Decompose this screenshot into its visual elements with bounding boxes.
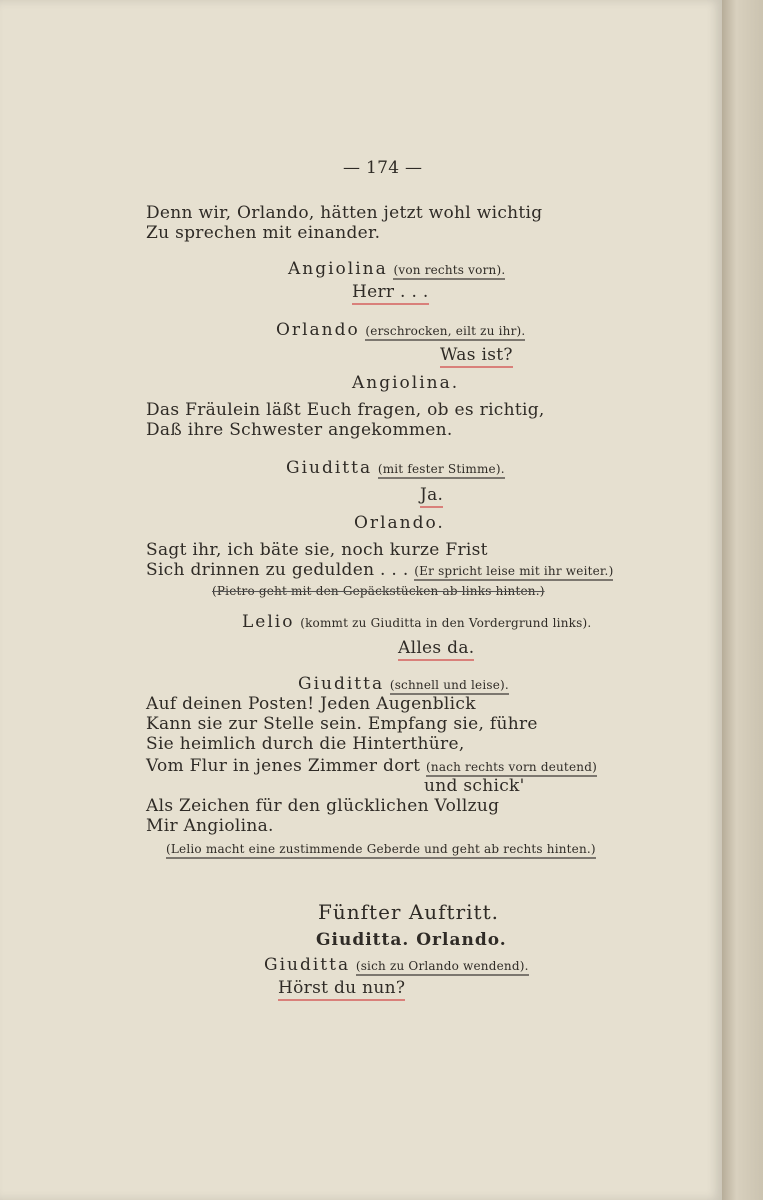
speaker-name: Giuditta xyxy=(264,955,351,975)
stage-direction: (schnell und leise). xyxy=(390,678,509,695)
speaker-line xyxy=(242,612,591,633)
speaker-name: Orlando. xyxy=(354,513,445,533)
verse-line: und schick' xyxy=(424,776,525,796)
verse-line: Mir Angiolina. xyxy=(146,816,274,836)
verse-line xyxy=(146,560,613,581)
stage-direction: (von rechts vorn). xyxy=(393,263,505,280)
verse-line xyxy=(352,282,429,302)
verse-line: Auf deinen Posten! Jeden Augenblick xyxy=(146,694,476,714)
page-number: — 174 — xyxy=(343,158,423,178)
speaker-name: Giuditta xyxy=(286,458,373,478)
scene-title: Fünfter Auftritt. xyxy=(318,900,499,924)
verse-line xyxy=(398,638,474,658)
scene-persons: Giuditta. Orlando. xyxy=(316,930,507,950)
speaker-name: Orlando xyxy=(276,320,360,340)
stage-direction xyxy=(166,839,596,859)
speaker-line xyxy=(298,674,509,695)
verse-line: Sie heimlich durch die Hinterthüre, xyxy=(146,734,465,754)
stage-direction: (Er spricht leise mit ihr weiter.) xyxy=(414,564,613,581)
stage-direction-text: (Lelio macht eine zustimmende Geberde und geht ab rechts hinten.) xyxy=(166,842,596,859)
speaker-name: Angiolina. xyxy=(352,373,460,393)
verse-line: Daß ihre Schwester angekommen. xyxy=(146,420,453,440)
stage-direction: (mit fester Stimme). xyxy=(378,462,505,479)
highlighted-text: Was ist? xyxy=(440,345,513,368)
verse-line xyxy=(420,485,443,505)
verse-text: Sich drinnen zu gedulden . . . xyxy=(146,560,409,580)
struck-stage-direction: (Pietro geht mit den Gepäckstücken ab links hinten.) xyxy=(212,584,545,598)
verse-line: Als Zeichen für den glücklichen Vollzug xyxy=(146,796,500,816)
highlighted-text: Ja. xyxy=(420,485,443,508)
highlighted-text: Herr . . . xyxy=(352,282,429,305)
stage-direction: (erschrocken, eilt zu ihr). xyxy=(365,324,525,341)
verse-text: Vom Flur in jenes Zimmer dort xyxy=(146,756,421,776)
verse-line xyxy=(440,345,513,365)
speaker-line xyxy=(276,320,525,341)
stage-direction xyxy=(212,581,545,601)
verse-line xyxy=(146,756,597,777)
verse-line: Zu sprechen mit einander. xyxy=(146,223,381,243)
verse-line: Kann sie zur Stelle sein. Empfang sie, führe xyxy=(146,714,538,734)
speaker-name: Giuditta xyxy=(298,674,385,694)
verse-line xyxy=(278,978,405,998)
stage-direction: (nach rechts vorn deutend) xyxy=(426,760,597,777)
speaker-line xyxy=(288,259,505,280)
speaker-name: Lelio xyxy=(242,612,295,632)
stage-direction: (sich zu Orlando wendend). xyxy=(356,959,529,976)
highlighted-text: Alles da. xyxy=(398,638,474,661)
page-edge xyxy=(722,0,763,1200)
verse-line: Sagt ihr, ich bäte sie, noch kurze Frist xyxy=(146,540,488,560)
speaker-line xyxy=(264,955,529,976)
speaker-name: Angiolina xyxy=(288,259,388,279)
verse-line: Denn wir, Orlando, hätten jetzt wohl wichtig xyxy=(146,203,543,223)
highlighted-text: Hörst du nun? xyxy=(278,978,405,1001)
stage-direction: (kommt zu Giuditta in den Vordergrund links). xyxy=(300,616,592,630)
verse-line: Das Fräulein läßt Euch fragen, ob es richtig, xyxy=(146,400,545,420)
speaker-line xyxy=(286,458,505,479)
